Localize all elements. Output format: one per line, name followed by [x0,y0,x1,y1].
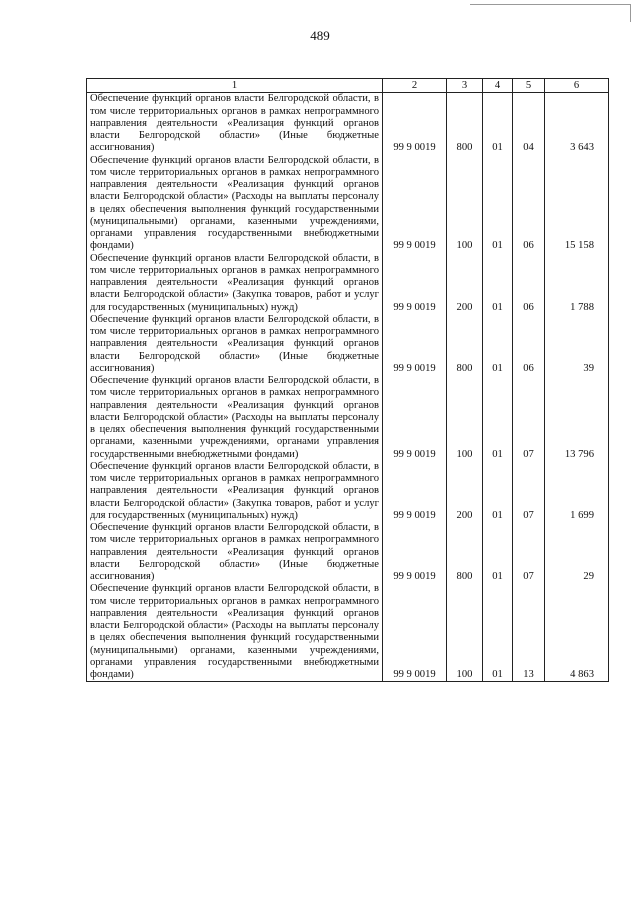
table-row [87,522,609,583]
row-code: 99 9 0019 [383,253,447,314]
row-subsection: 06 [513,314,545,375]
row-code: 99 9 0019 [383,314,447,375]
row-subsection: 07 [513,461,545,522]
row-section: 01 [483,93,513,155]
row-section: 01 [483,155,513,253]
budget-table [86,78,609,682]
column-header-6: 6 [545,79,609,93]
row-subsection: 07 [513,522,545,583]
row-name: Обеспечение функций органов власти Белгородской области, в том числе территориальных органов в рамках непрограммного направления деятельности «Реализация функций органов власти Белгородской области» (Иные бюджетные ассигнования) [87,522,383,583]
page-number: 489 [310,28,330,43]
row-section: 01 [483,314,513,375]
row-type: 100 [447,375,483,461]
row-code: 99 9 0019 [383,375,447,461]
row-code: 99 9 0019 [383,461,447,522]
row-amount: 4 863 [545,583,609,682]
row-section: 01 [483,375,513,461]
row-type: 800 [447,93,483,155]
row-name: Обеспечение функций органов власти Белгородской области, в том числе территориальных органов в рамках непрограммного направления деятельности «Реализация функций органов власти Белгородской области» (Иные бюджетные ассигнования) [87,93,383,155]
row-subsection: 13 [513,583,545,682]
row-section: 01 [483,253,513,314]
row-type: 200 [447,253,483,314]
column-header-4: 4 [483,79,513,93]
row-section: 01 [483,461,513,522]
row-amount: 1 788 [545,253,609,314]
row-code: 99 9 0019 [383,155,447,253]
column-header-1: 1 [87,79,383,93]
table-row [87,461,609,522]
row-name: Обеспечение функций органов власти Белгородской области, в том числе территориальных органов в рамках непрограммного направления деятельности «Реализация функций органов власти Белгородской области» (Расходы на выплаты персоналу в целях обеспечения выполнения функций государственными (муниципальными) органами, казенными учреждениями, органами управления государственными внебюджетными фондами) [87,583,383,682]
row-name: Обеспечение функций органов власти Белгородской области, в том числе территориальных органов в рамках непрограммного направления деятельности «Реализация функций органов власти Белгородской области» (Закупка товаров, работ и услуг для государственных (муниципальных) нужд) [87,461,383,522]
scan-top-rule-end [630,4,631,22]
row-subsection: 04 [513,93,545,155]
row-subsection: 07 [513,375,545,461]
row-subsection: 06 [513,155,545,253]
row-name: Обеспечение функций органов власти Белгородской области, в том числе территориальных органов в рамках непрограммного направления деятельности «Реализация функций органов власти Белгородской области» (Иные бюджетные ассигнования) [87,314,383,375]
row-amount: 29 [545,522,609,583]
row-type: 200 [447,461,483,522]
row-type: 800 [447,314,483,375]
row-amount: 13 796 [545,375,609,461]
row-code: 99 9 0019 [383,583,447,682]
column-header-2: 2 [383,79,447,93]
row-subsection: 06 [513,253,545,314]
column-header-5: 5 [513,79,545,93]
column-header-3: 3 [447,79,483,93]
table-row [87,375,609,461]
table-row [87,314,609,375]
row-type: 100 [447,155,483,253]
row-amount: 15 158 [545,155,609,253]
table-row [87,155,609,253]
table-header-row [87,79,609,93]
row-type: 800 [447,522,483,583]
row-code: 99 9 0019 [383,522,447,583]
row-section: 01 [483,583,513,682]
row-name: Обеспечение функций органов власти Белгородской области, в том числе территориальных органов в рамках непрограммного направления деятельности «Реализация функций органов власти Белгородской области» (Закупка товаров, работ и услуг для государственных (муниципальных) нужд) [87,253,383,314]
table-row [87,583,609,682]
row-name: Обеспечение функций органов власти Белгородской области, в том числе территориальных органов в рамках непрограммного направления деятельности «Реализация функций органов власти Белгородской области» (Расходы на выплаты персоналу в целях обеспечения выполнения функций государственными органами, казенными учреждениями, органами управления государственными внебюджетными фондами) [87,375,383,461]
row-name: Обеспечение функций органов власти Белгородской области, в том числе территориальных органов в рамках непрограммного направления деятельности «Реализация функций органов власти Белгородской области» (Расходы на выплаты персоналу в целях обеспечения выполнения функций государственными (муниципальными) органами, казенными учреждениями, органами управления государственными внебюджетными фондами) [87,155,383,253]
row-type: 100 [447,583,483,682]
row-section: 01 [483,522,513,583]
row-amount: 3 643 [545,93,609,155]
row-amount: 1 699 [545,461,609,522]
row-amount: 39 [545,314,609,375]
row-code: 99 9 0019 [383,93,447,155]
table-row [87,93,609,155]
scan-top-rule [470,4,630,5]
table-row [87,253,609,314]
